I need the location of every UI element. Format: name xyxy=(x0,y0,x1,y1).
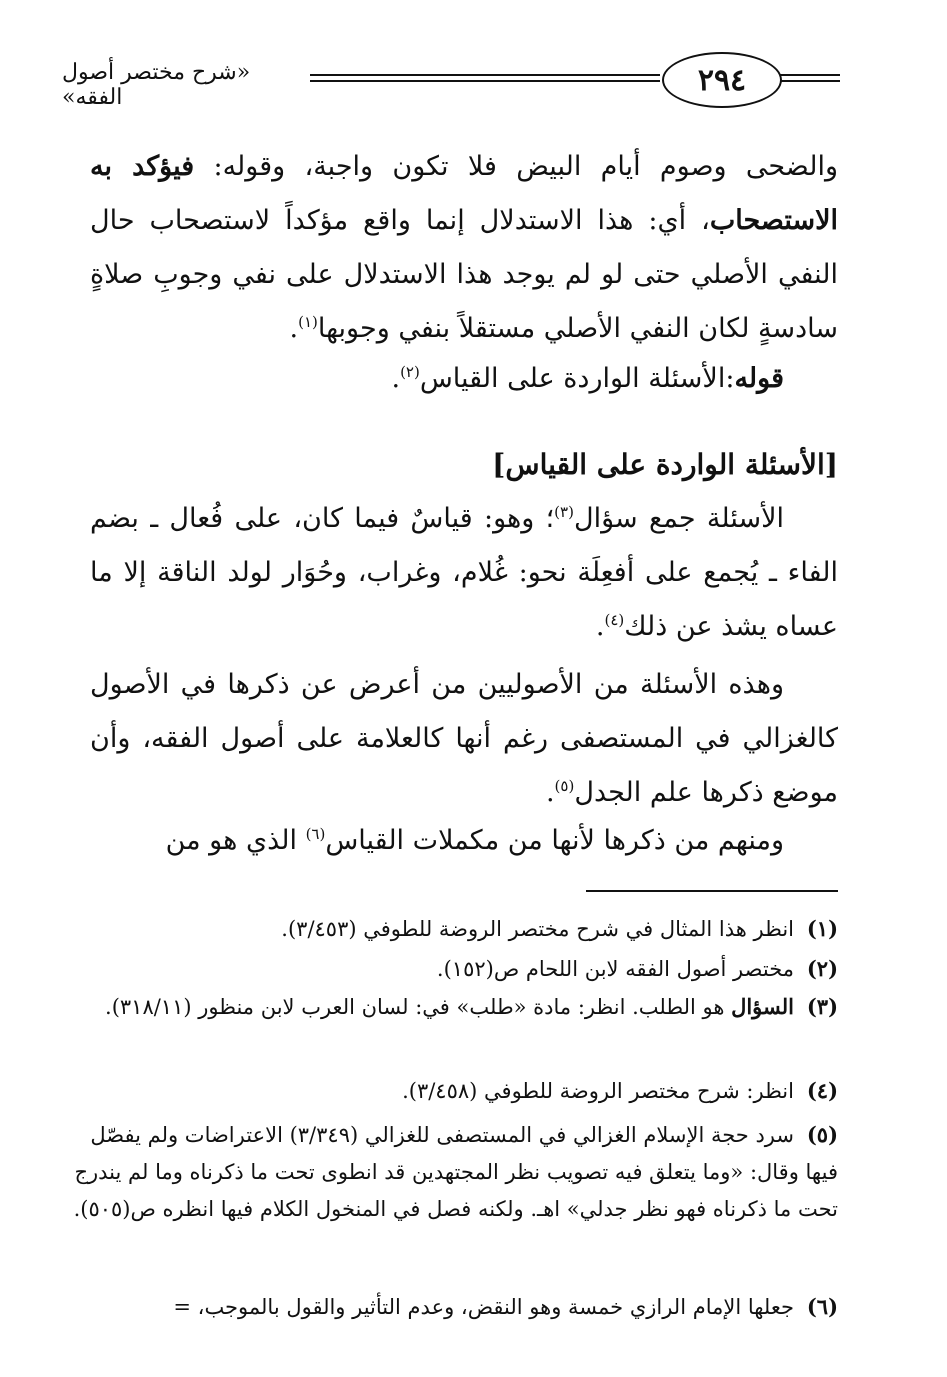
footnote-ref-3[interactable]: (٣) xyxy=(554,503,574,521)
footnote-text: مختصر أصول الفقه لابن اللحام ص(١٥٢). xyxy=(436,957,794,981)
p4-text: وهذه الأسئلة من الأصوليين من أعرض عن ذكرها في الأصول كالغزالي في المستصفى رغم أنها كالعلامة على أصول الفقه، وأن موضع ذكرها علم الجدل xyxy=(90,669,838,808)
running-title: «شرح مختصر أصول الفقه» xyxy=(62,60,251,110)
p1-rest: ، أي: هذا الاستدلال إنما واقع مؤكداً لاستصحاب حال النفي الأصلي حتى لو لم يوجد هذا الاستدلال على نفي وجوبِ صلاةٍ سادسةٍ لكان النفي الأصلي مستقلاً بنفي وجوبها xyxy=(90,205,838,344)
footnote-rule xyxy=(586,890,838,892)
p1-text: والضحى وصوم أيام البيض فلا تكون واجبة، وقوله: xyxy=(194,151,838,182)
page-number xyxy=(662,52,782,108)
footnote-1 xyxy=(60,910,838,948)
paragraph-3: الأسئلة جمع سؤال$^{(٣)}$؛ وهو: قياسٌ فيما كان، على فُعال ـ بضم الفاء ـ يُجمع على أفعِلَة نحو: غُلام، وغراب، وحُوَار لولد الناقة إلا ما عساه يشذ عن ذلك$^{(٤)}$. xyxy=(90,503,838,642)
p1-bold: فيؤكد به الاستصحاب xyxy=(90,151,838,236)
section-heading: [الأسئلة الواردة على القياس] xyxy=(492,448,838,481)
footnote-text: هو الطلب. انظر: مادة «طلب» في: لسان العرب لابن منظور (٣١٨/١١). xyxy=(105,995,732,1019)
footnote-bold-term: السؤال xyxy=(731,994,794,1019)
footnote-2 xyxy=(60,950,838,988)
footnote-number: (٢) xyxy=(806,956,838,981)
footnote-5 xyxy=(60,1116,838,1228)
footnote-text: جعلها الإمام الرازي خمسة وهو النقض، وعدم التأثير والقول بالموجب، = xyxy=(173,1295,794,1319)
footnote-ref-1[interactable]: (١) xyxy=(298,313,318,331)
footnote-number: (٦) xyxy=(806,1294,838,1319)
header-rule xyxy=(780,74,840,76)
p3-text-b: ؛ وهو: قياسٌ فيما كان، على فُعال ـ بضم الفاء ـ يُجمع على أفعِلَة نحو: غُلام، وغراب، وحُوَار لولد الناقة إلا ما عساه يشذ عن ذلك xyxy=(90,503,838,642)
paragraph-5 xyxy=(90,814,838,868)
p2-text: :الأسئلة الواردة على القياس xyxy=(419,363,735,394)
footnote-number: (٣) xyxy=(806,994,838,1019)
footnote-4 xyxy=(60,1072,838,1110)
footnote-number: (١) xyxy=(806,916,838,941)
footnote-3 xyxy=(60,988,838,1026)
footnote-ref-6[interactable]: (٦) xyxy=(305,825,326,843)
footnote-number: (٥) xyxy=(806,1122,838,1147)
paragraph-4: وهذه الأسئلة من الأصوليين من أعرض عن ذكرها في الأصول كالغزالي في المستصفى رغم أنها كالعلامة على أصول الفقه، وأن موضع ذكرها علم الجدل$^{(٥)}$. xyxy=(90,669,838,808)
p5-text-a: ومنهم من ذكرها لأنها من مكملات القياس xyxy=(325,825,784,856)
footnote-ref-5[interactable]: (٥) xyxy=(554,777,575,795)
footnote-text: انظر: شرح مختصر الروضة للطوفي (٣/٤٥٨). xyxy=(402,1079,794,1103)
paragraph-1: والضحى وصوم أيام البيض فلا تكون واجبة، وقوله: فيؤكد به الاستصحاب، أي: هذا الاستدلال إنما واقع مؤكداً لاستصحاب حال النفي الأصلي حتى لو لم يوجد هذا الاستدلال على نفي وجوبِ صلاةٍ سادسةٍ لكان النفي الأصلي مستقلاً بنفي وجوبها$^{(١)}$. xyxy=(90,151,838,344)
page-number-text: ٢٩٤ xyxy=(697,62,747,98)
footnote-6 xyxy=(60,1288,838,1326)
header-rule xyxy=(780,80,840,82)
footnote-text: سرد حجة الإسلام الغزالي في المستصفى للغزالي (٣/٣٤٩) الاعتراضات ولم يفصّل فيها وقال: «وما يتعلق فيه تصويب نظر المجتهدين قد انطوى تحت ما ذكرناه وما لم يندرج تحت ما ذكرناه فهو نظر جدلي» اهـ. ولكنه فصل في المنخول الكلام فيها انظره ص(٥٠٥). xyxy=(73,1123,838,1221)
footnote-ref-4[interactable]: (٤) xyxy=(604,611,625,629)
footnote-number: (٤) xyxy=(806,1078,838,1103)
p5-text-b: الذي هو من xyxy=(165,825,306,856)
paragraph-2: قوله:الأسئلة الواردة على القياس$^{(٢)}$. xyxy=(391,363,784,394)
footnote-text: انظر هذا المثال في شرح مختصر الروضة للطوفي (٣/٤٥٣). xyxy=(281,917,794,941)
p3-text-a: الأسئلة جمع سؤال xyxy=(573,503,784,534)
header-rule xyxy=(310,80,660,82)
header-rule xyxy=(310,74,660,76)
p2-bold: قوله xyxy=(734,363,784,394)
footnote-ref-2[interactable]: (٢) xyxy=(400,363,420,381)
